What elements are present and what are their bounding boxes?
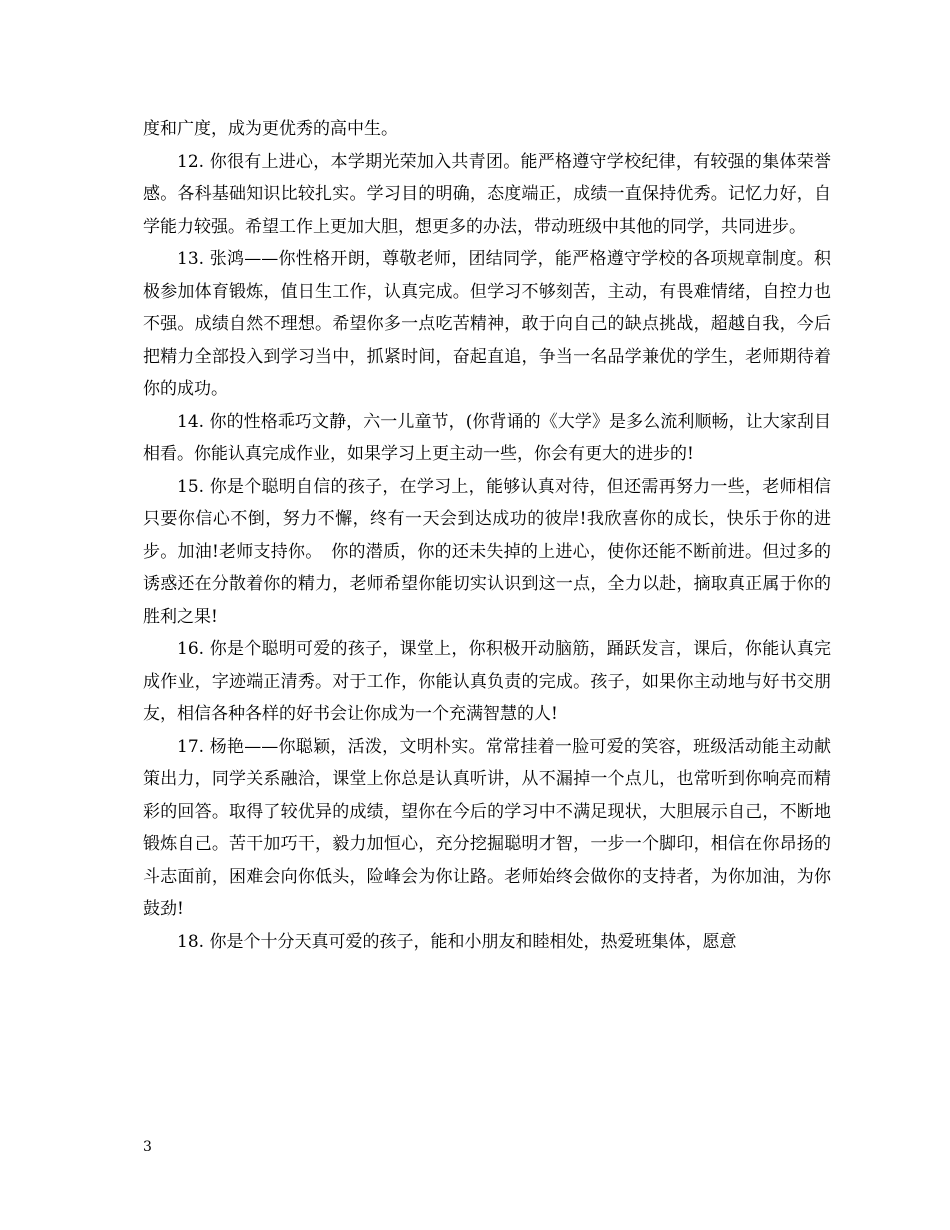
paragraph-comment-15: 15. 你是个聪明自信的孩子，在学习上，能够认真对待，但还需再努力一些，老师相信只要你信心不倒，努力不懈，终有一天会到达成功的彼岸!我欣喜你的成长，快乐于你的进步。加油!老师支持你。 你的潜质，你的还未失掉的上进心，使你还能不断前进。但过多的诱惑还在分散着你的精力，老师希望你能切实认识到这一点，全力以赴，摘取真正属于你的胜利之果! bbox=[143, 476, 831, 627]
paragraph-comment-14: 14. 你的性格乖巧文静，六一儿童节，(你背诵的《大学》是多么流利顺畅，让大家刮目相看。你能认真完成作业，如果学习上更主动一些，你会有更大的进步的! bbox=[143, 411, 831, 464]
paragraph-continuation: 度和广度，成为更优秀的高中生。 bbox=[143, 119, 398, 139]
paragraph-comment-16: 16. 你是个聪明可爱的孩子，课堂上，你积极开动脑筋，踊跃发言，课后，你能认真完成作业，字迹端正清秀。对于工作，你能认真负责的完成。孩子，如果你主动地与好书交朋友，相信各种各样的好书会让你成为一个充满智慧的人! bbox=[143, 639, 831, 724]
paragraph-comment-13: 13. 张鸿——你性格开朗，尊敬老师，团结同学，能严格遵守学校的各项规章制度。积极参加体育锻炼，值日生工作，认真完成。但学习不够刻苦，主动，有畏难情绪，自控力也不强。成绩自然不理想。希望你多一点吃苦精神，敢于向自己的缺点挑战，超越自我，今后把精力全部投入到学习当中，抓紧时间，奋起直追，争当一名品学兼优的学生，老师期待着你的成功。 bbox=[143, 249, 831, 399]
page-number: 3 bbox=[143, 1139, 152, 1155]
paragraph-comment-18: 18. 你是个十分天真可爱的孩子，能和小朋友和睦相处，热爱班集体，愿意 bbox=[177, 931, 737, 952]
paragraph-comment-12: 12. 你很有上进心，本学期光荣加入共青团。能严格遵守学校纪律，有较强的集体荣誉感。各科基础知识比较扎实。学习目的明确，态度端正，成绩一直保持优秀。记忆力好，自学能力较强。希望工作上更加大胆，想更多的办法，带动班级中其他的同学，共同进步。 bbox=[143, 151, 831, 237]
document-body bbox=[143, 113, 831, 958]
paragraph-comment-17: 17. 杨艳——你聪颖，活泼，文明朴实。常常挂着一脸可爱的笑容，班级活动能主动献策出力，同学关系融洽，课堂上你总是认真听讲，从不漏掉一个点儿，也常听到你响亮而精彩的回答。取得了较优异的成绩，望你在今后的学习中不满足现状，大胆展示自己，不断地锻炼自己。苦干加巧干，毅力加恒心，充分挖掘聪明才智，一步一个脚印，相信在你昂扬的斗志面前，困难会向你低头，险峰会为你让路。老师始终会做你的支持者，为你加油，为你鼓劲! bbox=[143, 736, 831, 919]
